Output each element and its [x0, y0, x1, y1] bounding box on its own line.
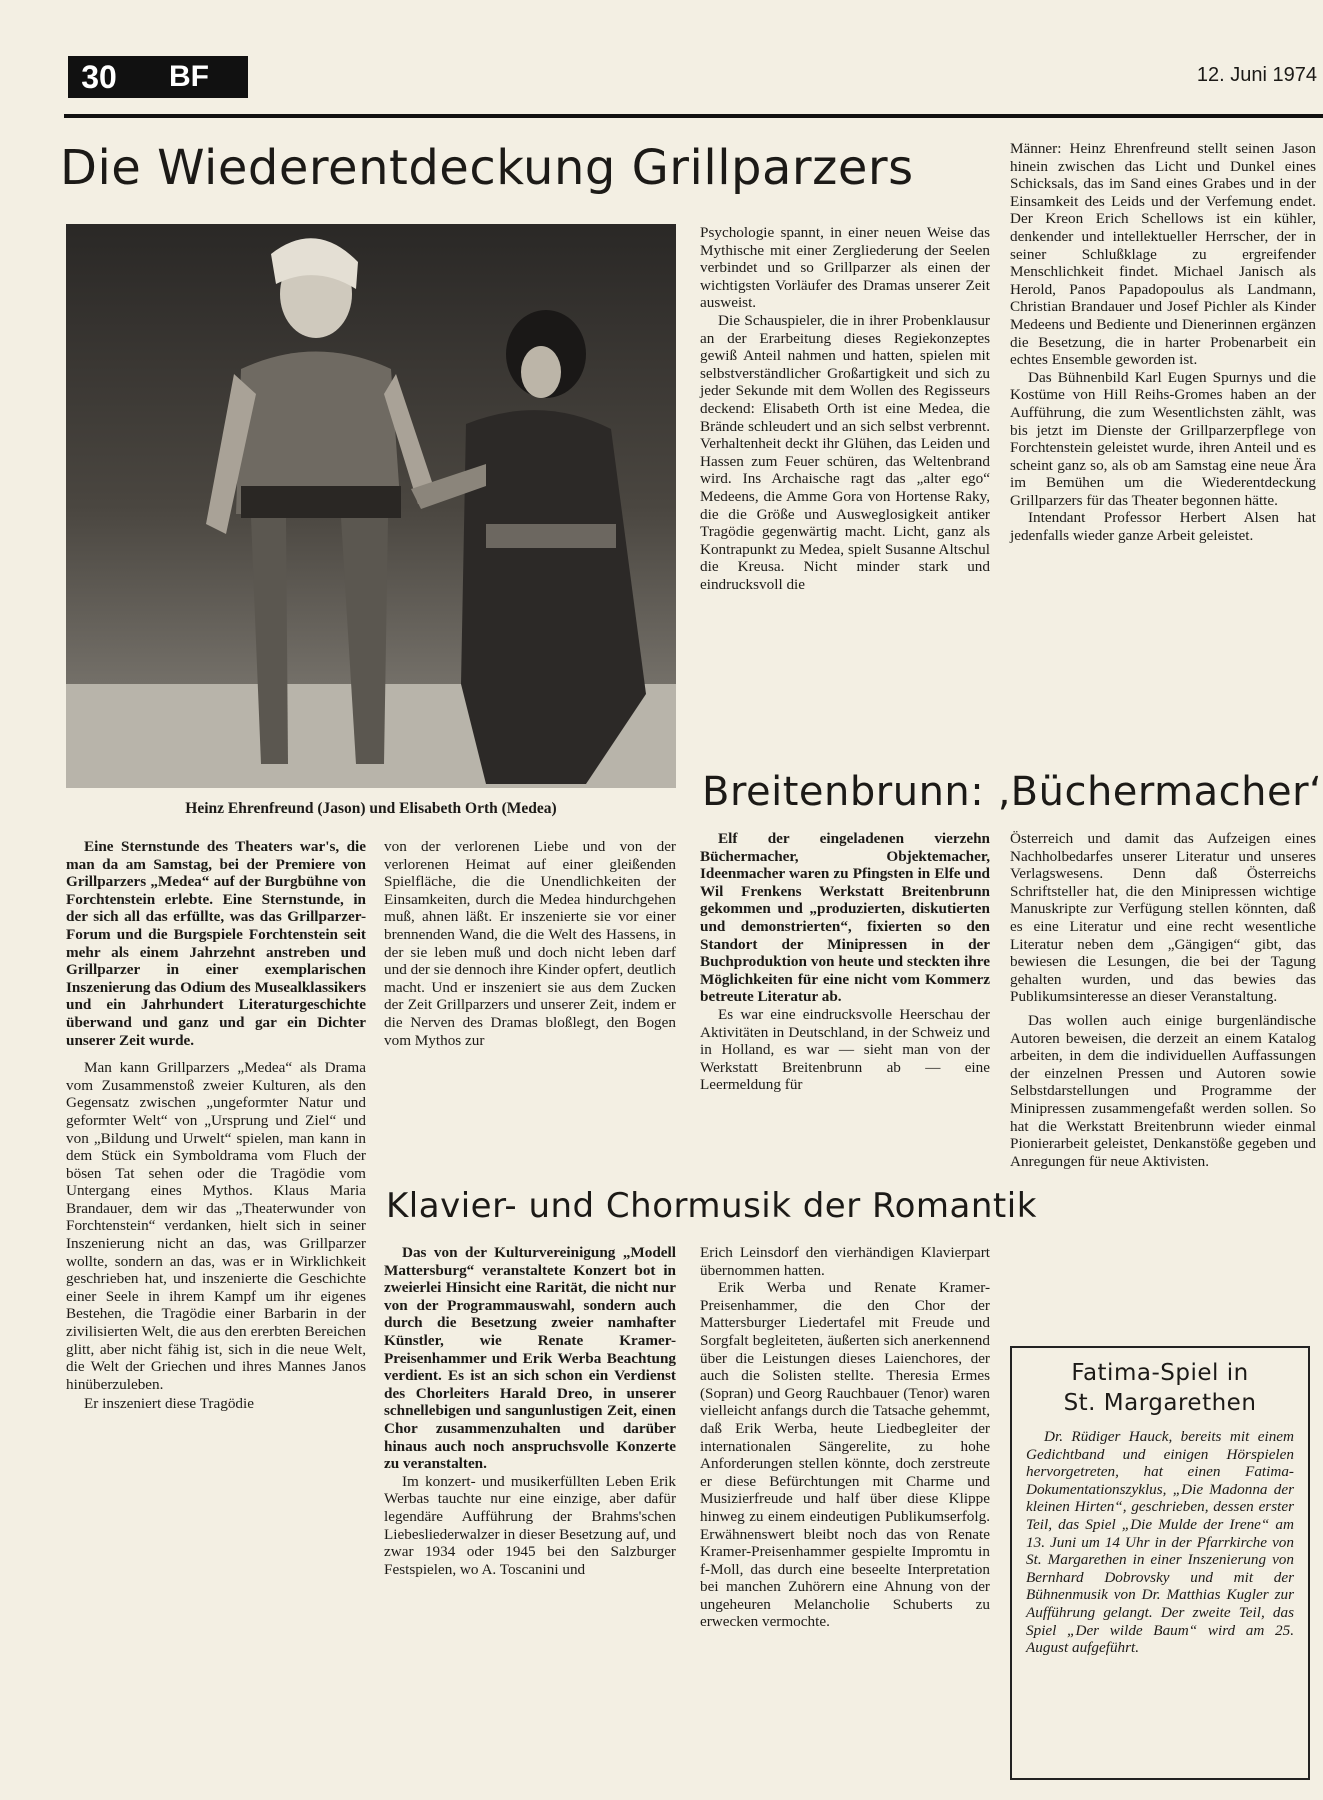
article2-headline: Breitenbrunn: ‚Büchermacher‘ [702, 769, 1323, 815]
article1-column2 [384, 838, 676, 1049]
article3-col3-paragraph1: Erich Leinsdorf den vierhändigen Klavierpart übernommen hatten. [700, 1244, 990, 1279]
article1-column4 [1010, 140, 1316, 545]
article1-photo [66, 224, 676, 788]
article2-column4 [1010, 830, 1316, 1170]
stage-photo-illustration [66, 224, 676, 788]
article3-col3-paragraph2: Erik Werba und Renate Kramer-Preisenhammer, die den Chor der Mattersburger Liedertafel mit Freude und Sorgfalt begleiteten, äußerten sich anerkennend über die Leistungen dieses Laienchores, der auch die Solisten stellte. Theresia Ermes (Sopran) und Georg Rauchbauer (Tenor) waren vielleicht anfangs durch die Tatsache gehemmt, daß Erik Werba, heute Liedbegleiter der internationalen Sängerelite, zu hohe Anforderungen stellen könnte, doch zerstreute er diese Befürchtungen mit Charme und Musizierfreude und half über diese Klippe hinweg zu einem eindeutigen Publikumserfolg. Erwähnenswert bleibt noch das von Renate Kramer-Preisenhammer gespielte Impromtu in f-Moll, das durch eine beseelte Interpretation bei manchen Zuhörern eine Ahnung von der ungeheuren Melancholie Schuberts zu erwecken vermochte. [700, 1279, 990, 1631]
article1-col2-text: von der verlorenen Liebe und von der verlorenen Heimat auf einer gleißenden Spielfläche, die die Unendlichkeiten der Einsamkeiten, durch die Medea hindurchgehen muß, ahnen läßt. Er inszenierte sie vor einer brennenden Wand, die die Welt des Hassens, in der sie leben muß und doch nicht leben darf und der sie dennoch ihre Kinder opfert, deutlich macht. Und er inszeniert sie aus dem Zucken der Zeit Grillparzers und unserer Zeit, indem er die Nerven des Dramas bloßlegt, den Bogen vom Mythos zur [384, 838, 676, 1049]
article3-headline: Klavier- und Chormusik der Romantik [386, 1186, 1037, 1226]
page-number: 30 [68, 56, 130, 98]
article2-col4-paragraph2: Das wollen auch einige burgenländische Autoren beweisen, die derzeit an einem Katalog arbeiten, in dem die individuellen Auffassungen der einzelnen Pressen und Autoren sowie Selbstdarstellungen und Programme der Minipressen zusammengefaßt werden sollen. So hat die Werkstatt Breitenbrunn wieder einmal Pionierarbeit geleistet, Denkanstöße gegeben und Anregungen für neue Aktivisten. [1010, 1011, 1316, 1170]
article1-photo-caption: Heinz Ehrenfreund (Jason) und Elisabeth Orth (Medea) [185, 800, 557, 817]
article4-headline-line2: St. Margarethen [1063, 1390, 1257, 1416]
article3-column3 [700, 1244, 990, 1631]
article2-col4-paragraph1: Österreich und damit das Aufzeigen eines Nachholbedarfes unserer Literatur und unseres Verlagswesens. Denn daß Österreichs Schriftsteller hat, die den Minipressen wichtige Manuskripte zur Verfügung stellen könnten, daß es eine Literatur und eine recht wesentliche Literatur neben dem „Gängigen“ gibt, das bewiesen die Lesungen, die bei der Tagung gehalten wurden, und das bewies das Publikumsinteresse an dieser Veranstaltung. [1010, 830, 1316, 1006]
article3-lead: Das von der Kulturvereinigung „Modell Mattersburg“ veranstaltete Konzert bot in zweierlei Hinsicht eine Rarität, die nicht nur von der Programmauswahl, sondern auch durch die Besetzung zweier namhafter Künstler, wie Renate Kramer-Preisenhammer und Erik Werba Beachtung verdient. Es ist an sich schon ein Verdienst des Chorleiters Harald Dreo, in unserer schnellebigen und sangunlustigen Zeit, einen Chor zusammenzuhalten und darüber hinaus auch noch anspruchsvolle Konzerte zu veranstalten. [384, 1244, 676, 1473]
article1-column3 [700, 224, 990, 593]
article1-col1-paragraph2: Er inszeniert diese Tragödie [84, 1395, 254, 1413]
issue-date: 12. Juni 1974 [1196, 64, 1317, 86]
article4-headline [1026, 1358, 1294, 1418]
article1-headline: Die Wiederentdeckung Grillparzers [60, 140, 914, 196]
article2-col3-paragraph1: Es war eine eindrucksvolle Heerschau der Aktivitäten in Deutschland, in der Schweiz und in Holland, es war — sieht man von der Werkstatt Breitenbrunn ab — eine Leermeldung für [700, 1005, 990, 1094]
article3-col2-paragraph1: Im konzert- und musikerfüllten Leben Erik Werbas tauchte nur eine einzige, aber dafür legendäre Aufführung der Brahms'schen Liebesliederwalzer in dieser Besetzung auf, und zwar 1934 oder 1945 bei den Salzburger Festspielen, wo A. Toscanini und [384, 1472, 676, 1578]
article4-body: Dr. Rüdiger Hauck, bereits mit einem Gedichtband und einigen Hörspielen hervorgetreten, hat einen Fatima-Dokumentationszyklus, „Die Madonna der kleinen Hirten“, geschrieben, dessen erster Teil, das Spiel „Die Mulde der Irene“ am 13. Juni um 14 Uhr in der Pfarrkirche von St. Margarethen in einer Inszenierung von Bernhard Dobrovsky und mit der Bühnenmusik von Dr. Matthias Kugler zur Aufführung gelangt. Der zweite Teil, das Spiel „Der wilde Baum“ wird am 25. August aufgeführt. [1026, 1428, 1294, 1657]
article1-col3-paragraph2: Die Schauspieler, die in ihrer Probenklausur an der Erarbeitung dieses Regiekonzeptes gewiß Anteil nahmen und hatten, spielen mit selbstverständlicher Großartigkeit und sich zu jeder Sekunde mit dem Wollen des Regisseurs deckend: Elisabeth Orth ist eine Medea, die Brände schleudert und an sich selbst verbrennt. Verhaltenheit deckt ihr Glühen, das Leiden und Hassen zum Feuer schüren, das Weltenbrand wird. Ins Archaische ragt das „alter ego“ Medeens, die Amme Gora von Hortense Raky, die die Größe und Ausweglosigkeit antiker Tragödie gegenwärtig macht. Licht, ganz als Kontrapunkt zu Medea, spielt Susanne Altschul die Kreusa. Nicht minder stark und eindrucksvoll die [700, 311, 990, 593]
article1-col3-paragraph1: Psychologie spannt, in einer neuen Weise das Mythische mit einer Zergliederung der Seelen verbindet und so Grillparzer als einen der wichtigsten Vorläufer des Dramas unserer Zeit ausweist. [700, 224, 990, 312]
article3-column2 [384, 1244, 676, 1578]
brand-logo: BF [130, 56, 248, 98]
masthead-rule [64, 114, 1323, 118]
article2-lead: Elf der eingeladenen vierzehn Büchermacher, Objektemacher, Ideenmacher waren zu Pfingsten in Elfe und Wil Frenkens Werkstatt Breitenbrunn gekommen und „produzierten, diskutierten und demonstrierten“, fixierten so den Standort der Minipressen in der Buchproduktion von heute und steckten ihre Möglichkeiten für eine nicht vom Kommerz betreute Literatur ab. [700, 830, 990, 1006]
article1-col4-paragraph2: Das Bühnenbild Karl Eugen Spurnys und die Kostüme von Hill Reihs-Gromes haben an der Aufführung, die zum Wesentlichsten zählt, was bis jetzt im Dienste der Grillparzerpflege von Forchtenstein geleistet wurde, ihren Anteil und es scheint ganz so, als ob am Samstag eine neue Ära im Bemühen um die Wiederentdeckung Grillparzers für das Theater begonnen hätte. [1010, 368, 1316, 509]
article4-headline-line1: Fatima-Spiel in [1071, 1360, 1249, 1386]
article1-col4-paragraph3: Intendant Professor Herbert Alsen hat jedenfalls wieder ganze Arbeit geleistet. [1010, 509, 1316, 545]
article2-column3 [700, 830, 990, 1094]
article1-col4-paragraph1: Männer: Heinz Ehrenfreund stellt seinen Jason hinein zwischen das Licht und Dunkel eines Schicksals, das im Sand eines Grabes und in der Einsamkeit des Leids und der Verfemung endet. Der Kreon Erich Schellows ist ein kühler, denkender und intellektueller Herrscher, der in seiner Schlußklage zu ergreifender Menschlichkeit findet. Michael Janisch als Herold, Panos Papadopoulus als Landmann, Christian Brandauer und Josef Pichler als Kinder Medeens und Bediente und Dienerinnen ergänzen die Besetzung, die in harter Probenarbeit ein echtes Ensemble geworden ist. [1010, 140, 1316, 369]
article4-box [1010, 1346, 1310, 1780]
article1-lead: Eine Sternstunde des Theaters war's, die man da am Samstag, bei der Premiere von Grillparzers „Medea“ auf der Burgbühne von Forchtenstein erlebte. Eine Sternstunde, in der sich all das erfüllte, was das Grillparzer-Forum und die Burgspiele Forchtenstein seit mehr als einem Jahrzehnt anstreben und Grillparzer in einer exemplarischen Inszenierung das Odium des Musealklassikers und ein Jahrhundert Literaturgeschichte überwand und ganz und gar ein Dichter unserer Zeit wurde. [66, 838, 366, 1049]
article1-column1 [66, 838, 366, 1413]
article1-col1-paragraph1: Man kann Grillparzers „Medea“ als Drama vom Zusammenstoß zweier Kulturen, als den Gegensatz zwischen „ungeformter Natur und geformter Welt“ von „Ursprung und Ziel“ und von „Bildung und Urwelt“ spielen, man kann in dem Stück ein Symboldrama vom Fluch der bösen Tat sehen oder die Tragödie vom Untergang eines Mythos. Klaus Maria Brandauer, dem wir das „Theaterwunder von Forchtenstein“ verdanken, hielt sich in seiner Inszenierung nicht an das, was Grillparzer wollte, sondern an das, was er in Wirklichkeit geschrieben hat, und inszenierte die Geschichte einer Seele in ihrem Kampf um ihr eigenes Bestehen, die Tragödie einer Barbarin in der zivilisierten Welt, die aus den ererbten Bereichen glitt, aber nicht fähig ist, sich in die neue Welt, die Welt der Griechen und ihres Mannes Janos hinüberzuleben. [66, 1059, 366, 1393]
